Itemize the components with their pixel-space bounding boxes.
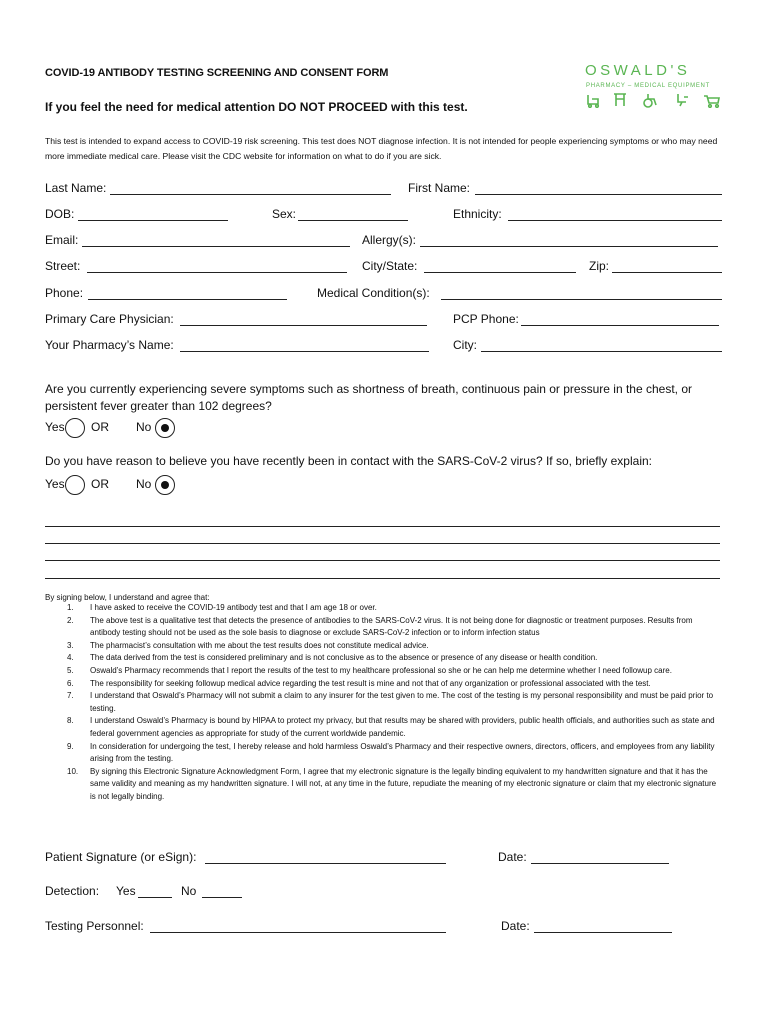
terms-item [45,678,720,691]
terms-item [45,690,720,715]
testing-personnel-input[interactable] [150,932,446,933]
logo-tagline: PHARMACY – MEDICAL EQUIPMENT [586,83,710,89]
terms-item [45,715,720,740]
q2-yes-label: Yes [45,477,65,491]
allergy-input[interactable] [420,246,718,247]
phone-input[interactable] [88,299,287,300]
form-title: COVID-19 ANTIBODY TESTING SCREENING AND CONSENT FORM [45,67,389,79]
detection-yes-input[interactable] [138,897,172,898]
explain-line-2[interactable] [45,543,720,544]
q2-no-radio[interactable] [155,475,175,495]
q2-no-selected-dot [161,481,169,489]
email-input[interactable] [82,246,350,247]
q1-or-label: OR [91,420,109,434]
q1-no-selected-dot [161,424,169,432]
testing-personnel-label: Testing Personnel: [45,919,144,933]
medical-conditions-input[interactable] [441,299,722,300]
terms-item-number: 4. [67,653,74,663]
logo-name: OSWALD'S [585,62,691,79]
first-name-input[interactable] [475,194,722,195]
q2-yes-radio[interactable] [65,475,85,495]
city-label: City: [453,338,477,352]
street-input[interactable] [87,272,347,273]
explain-line-1[interactable] [45,526,720,527]
q2-no-label: No [136,477,152,491]
terms-item [45,741,720,766]
terms-item [45,602,720,615]
detection-no-input[interactable] [202,897,242,898]
terms-item-number: 8. [67,716,74,726]
city-state-input[interactable] [424,272,576,273]
question-contact: Do you have reason to believe you have recently been in contact with the SARS-CoV-2 virus? If so, briefly explain: [45,454,652,468]
detection-label: Detection: [45,884,100,898]
terms-item-text: The above test is a qualitative test that detects the presence of antibodies to the SARS-CoV-2 virus. It is not being done for diagnostic or treatment purposes. Results from antibody testing should not be used as the sole basis to diagnose or exclude SARS-CoV-2 infection or to inform infection status [90,615,693,638]
terms-intro: By signing below, I understand and agree that: [45,593,210,602]
q1-yes-label: Yes [45,420,65,434]
pcp-phone-input[interactable] [521,325,719,326]
personnel-date-label: Date: [501,919,530,933]
terms-item-text: The pharmacist’s consultation with me about the test results does not constitute medical advice. [90,640,429,650]
city-input[interactable] [481,351,722,352]
terms-item-text: I have asked to receive the COVID-19 antibody test and that I am age 18 or over. [90,603,377,612]
dob-input[interactable] [78,220,228,221]
last-name-input[interactable] [110,194,391,195]
terms-item-number: 7. [67,691,74,701]
sex-input[interactable] [298,220,408,221]
pharmacy-name-input[interactable] [180,351,429,352]
terms-list [45,602,720,804]
primary-care-label: Primary Care Physician: [45,312,174,326]
terms-item-number: 9. [67,741,74,751]
question-symptoms: Are you currently experiencing severe symptoms such as shortness of breath, continuous pain or pressure in the chest, or persistent fever greater than 102 degrees? [45,382,692,413]
terms-item-text: The data derived from the test is considered preliminary and is not conclusive as to the absence or presence of any disease or health condition. [90,653,598,663]
terms-item-number: 10. [67,766,79,776]
detection-yes-label: Yes [116,884,136,898]
terms-item-text: In consideration for undergoing the test, I hereby release and hold harmless Oswald’s Pharmacy and their respective owners, directors, officers, and employees from any liability arising from the testing. [90,741,715,764]
terms-item-text: By signing this Electronic Signature Acknowledgment Form, I agree that my electronic signature is the legally binding equivalent to my handwritten signature and that it has the same validity and meaning as my handwritten signature. I will not, at any time in the future, repudiate the meaning of my electronic signature or claim that my electronic signature is not legally binding. [90,766,717,801]
zip-label: Zip: [589,259,610,273]
terms-item [45,766,720,804]
city-state-label: City/State: [362,259,418,273]
signature-date-label: Date: [498,850,527,864]
street-label: Street: [45,259,81,273]
terms-item-text: I understand that Oswald’s Pharmacy will not submit a claim to any insurer for the test given to me. The cost of the testing is my personal responsibility and must be paid prior to testing. [90,691,714,713]
first-name-label: First Name: [408,181,471,195]
primary-care-input[interactable] [180,325,427,326]
ethnicity-input[interactable] [508,220,722,221]
q1-no-radio[interactable] [155,418,175,438]
pcp-phone-label: PCP Phone: [453,312,519,326]
intro-paragraph: This test is intended to expand access to COVID-19 risk screening. This test does NOT diagnose infection. It is not intended for people experiencing symptoms or who may need more immediate medical care. Please visit the CDC website for information on what to do if you are sick. [45,136,718,161]
medical-conditions-label: Medical Condition(s): [317,286,430,300]
terms-item [45,652,720,665]
terms-item-text: I understand Oswald’s Pharmacy is bound by HIPAA to protect my privacy, but that results may be shared with providers, public health officials, and authorities such as state and federal government agencies as appropriate for study of the current worldwide pandemic. [90,716,715,738]
terms-item-number: 5. [67,665,74,675]
phone-label: Phone: [45,286,84,300]
sex-label: Sex: [272,207,297,221]
terms-item-number: 2. [67,615,74,625]
terms-item-text: Oswald’s Pharmacy recommends that I report the results of the test to my healthcare professional so she or he can help me determine whether I need followup care. [90,665,672,675]
q2-or-label: OR [91,477,109,491]
warning-text: If you feel the need for medical attention DO NOT PROCEED with this test. [45,100,468,114]
zip-input[interactable] [612,272,722,273]
allergy-label: Allergy(s): [362,233,417,247]
pharmacy-logo [583,62,723,108]
terms-item [45,615,720,640]
terms-item [45,665,720,678]
terms-item [45,640,720,653]
terms-item-number: 6. [67,678,74,688]
last-name-label: Last Name: [45,181,107,195]
terms-item-text: The responsibility for seeking followup medical advice regarding the test result is mine and not that of any organization or professional associated with the test. [90,678,651,688]
patient-signature-input[interactable] [205,863,446,864]
terms-item-number: 3. [67,640,74,650]
explain-line-3[interactable] [45,560,720,561]
email-label: Email: [45,233,79,247]
pharmacy-name-label: Your Pharmacy’s Name: [45,338,174,352]
signature-date-input[interactable] [531,863,669,864]
ethnicity-label: Ethnicity: [453,207,502,221]
explain-line-4[interactable] [45,578,720,579]
terms-item-number: 1. [67,603,74,612]
patient-signature-label: Patient Signature (or eSign): [45,850,197,864]
personnel-date-input[interactable] [534,932,672,933]
q1-no-label: No [136,420,152,434]
q1-yes-radio[interactable] [65,418,85,438]
equipment-icons [586,92,721,108]
detection-no-label: No [181,884,197,898]
dob-label: DOB: [45,207,75,221]
